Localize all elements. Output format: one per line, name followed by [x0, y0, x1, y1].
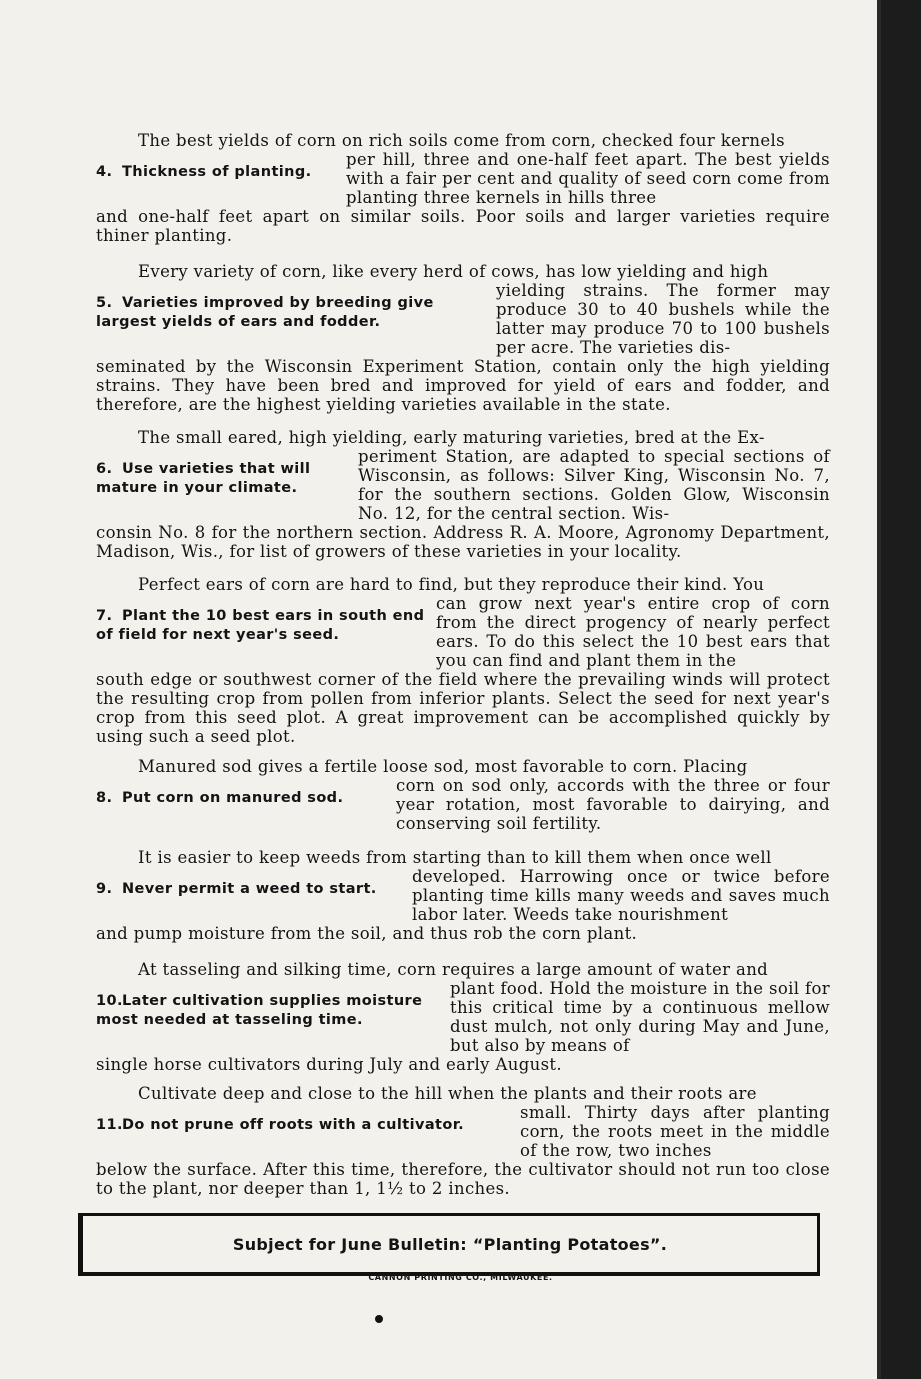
section-side-text: can grow next year's entire crop of corn from the direct progency of nearly perfect ears. To do this select the 10 best ears that you can find and plant them in the: [436, 594, 830, 670]
section-intro: Cultivate deep and close to the hill when the plants and their roots are: [138, 1084, 757, 1103]
section-after-text: seminated by the Wisconsin Experiment Station, contain only the high yielding strains. They have been bred and improved for yield of ears and fodder, and therefore, are the highest yielding varieties available in the state.: [96, 357, 830, 414]
section-side-text: developed. Harrowing once or twice before planting time kills many weeds and saves much labor later. Weeds take nourishment: [412, 867, 830, 924]
section-side-text: yielding strains. The former may produce 30 to 40 bushels while the latter may produce 70 to 100 bushels per acre. The varieties dis-: [496, 281, 830, 357]
section-after-text: consin No. 8 for the northern section. Address R. A. Moore, Agronomy Department, Madison, Wis., for list of growers of these varieties in your locality.: [96, 523, 830, 561]
section-8: [96, 757, 830, 833]
section-number: 11.: [96, 1117, 123, 1133]
section-heading: Never permit a weed to start.: [122, 881, 377, 897]
section-side-text: plant food. Hold the moisture in the soil for this critical time by a continuous mellow dust mulch, not only during May and June, but also by means of: [450, 979, 830, 1055]
section-7: [96, 575, 830, 746]
section-heading: Later cultivation supplies moisture most needed at tasseling time.: [96, 993, 423, 1028]
section-number: 9.: [96, 881, 113, 897]
section-after-text: south edge or southwest corner of the field where the prevailing winds will protect the resulting crop from pollen from inferior plants. Select the seed for next year's crop from this seed plot. A great improvement can be accomplished quickly by using such a seed plot.: [96, 670, 830, 746]
section-number: 5.: [96, 295, 113, 311]
june-bulletin-notice-box: [78, 1213, 820, 1276]
section-heading: Thickness of planting.: [122, 164, 312, 180]
section-after-text: single horse cultivators during July and early August.: [96, 1055, 562, 1074]
section-after-text: below the surface. After this time, therefore, the cultivator should not run too close to the plant, nor deeper than 1, 1½ to 2 inches.: [96, 1160, 830, 1198]
section-heading: Plant the 10 best ears in south end of field for next year's seed.: [96, 608, 425, 643]
section-intro: Every variety of corn, like every herd of cows, has low yielding and high: [138, 262, 769, 281]
section-5: [96, 262, 830, 414]
section-4: [96, 131, 830, 245]
binding-edge: [877, 0, 921, 1379]
section-number: 8.: [96, 790, 113, 806]
section-number: 6.: [96, 461, 113, 477]
printer-imprint: CANNON PRINTING CO., MILWAUKEE.: [368, 1273, 553, 1282]
section-after-text: and one-half feet apart on similar soils. Poor soils and larger varieties require thiner planting.: [96, 207, 830, 245]
section-side-text: periment Station, are adapted to special sections of Wisconsin, as follows: Silver King, Wisconsin No. 7, for the southern sections. Golden Glow, Wisconsin No. 12, for the central section. Wis-: [358, 447, 830, 523]
section-side-text: per hill, three and one-half feet apart. The best yields with a fair per cent and quality of seed corn come from planting three kernels in hills three: [346, 150, 830, 207]
section-heading: Put corn on manured sod.: [122, 790, 344, 806]
section-after-text: and pump moisture from the soil, and thus rob the corn plant.: [96, 924, 638, 943]
section-intro: Perfect ears of corn are hard to find, but they reproduce their kind. You: [138, 575, 765, 594]
section-intro: It is easier to keep weeds from starting than to kill them when once well: [138, 848, 772, 867]
section-intro: The best yields of corn on rich soils come from corn, checked four kernels: [138, 131, 785, 150]
section-9: [96, 848, 830, 943]
section-heading: Do not prune off roots with a cultivator.: [122, 1117, 465, 1133]
bullet-dot-ornament: [375, 1315, 383, 1323]
section-10: [96, 960, 830, 1074]
section-side-text: corn on sod only, accords with the three or four year rotation, most favorable to dairying, and conserving soil fertility.: [396, 776, 830, 833]
section-11: [96, 1084, 830, 1198]
section-heading: Use varieties that will mature in your climate.: [96, 461, 311, 496]
section-heading: Varieties improved by breeding give largest yields of ears and fodder.: [96, 295, 434, 330]
section-intro: Manured sod gives a fertile loose sod, most favorable to corn. Placing: [138, 757, 748, 776]
june-bulletin-notice: Subject for June Bulletin: “Planting Potatoes”.: [232, 1234, 668, 1254]
section-number: 4.: [96, 164, 113, 180]
section-intro: The small eared, high yielding, early maturing varieties, bred at the Ex-: [138, 428, 765, 447]
section-number: 7.: [96, 608, 113, 624]
section-6: [96, 428, 830, 561]
section-side-text: small. Thirty days after planting corn, the roots meet in the middle of the row, two inches: [520, 1103, 830, 1160]
section-intro: At tasseling and silking time, corn requires a large amount of water and: [138, 960, 769, 979]
section-number: 10.: [96, 993, 123, 1009]
